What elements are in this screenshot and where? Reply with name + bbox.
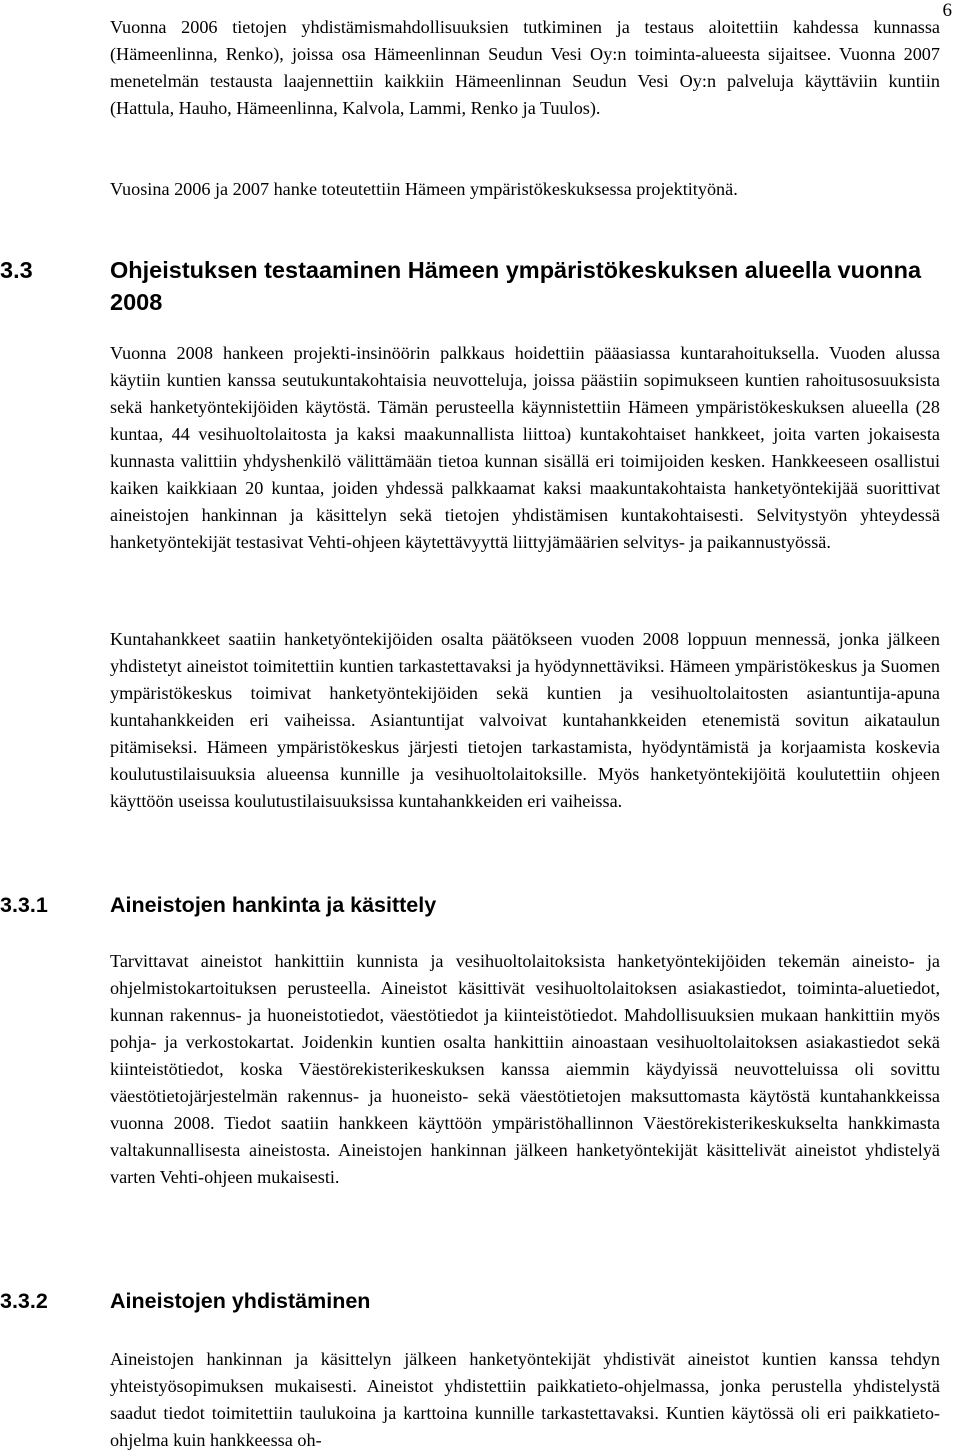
section-3-3-1-paragraph-1: Tarvittavat aineistot hankittiin kunnista ja vesihuoltolaitoksista hanketyöntekijöiden tekemän aineisto- ja ohjelmistokartoituksen perusteella. Aineistot käsittivät vesihuoltolaitoksen asiakastiedot, toiminta-aluetiedot, kunnan rakennus- ja huoneistotiedot, väestötiedot ja kiinteistötiedot. Mahdollisuuksien mukaan hankittiin myös pohja- ja verkostokartat. Joidenkin kuntien osalta hankittiin ainoastaan vesihuoltolaitoksen asiakastiedot sekä kiinteistötiedot, koska Väestörekisterikeskuksen kanssa aiemmin käydyissä neuvotteluissa oli sovittu väestötietojärjestelmän rakennus- ja huoneisto- sekä väestötietojen maksuttomasta käytöstä kuntahankkeissa vuonna 2008. Tiedot saatiin hankkeen käyttöön ympäristöhallinnon Väestörekisterikeskukselta hankkimasta valtakunnallisesta aineistosta. Aineistojen hankinnan jälkeen hanketyöntekijät käsittelivät aineistot yhdistelyä varten Vehti-ohjeen mukaisesti. (110, 951, 940, 1187)
section-3-3-paragraph-1: Vuonna 2008 hankeen projekti-insinöörin palkkaus hoidettiin pääasiassa kuntarahoituksella. Vuoden alussa käytiin kuntien kanssa seutukuntakohtaisia neuvotteluja, joissa päästiin sopimukseen kuntien rahoitusosuuksista sekä hanketyöntekijöiden käytöstä. Tämän perusteella käynnistettiin Hämeen ympäristökeskuksen alueella (28 kuntaa, 44 vesihuoltolaitosta ja kaksi maakunnallista liittoa) kuntakohtaiset hankkeet, joita varten jokaisesta kunnasta valittiin yhdyshenkilö välittämään tietoa kunnan sisällä eri toimijoiden kesken. Hankkeeseen osallistui kaiken kaikkiaan 20 kuntaa, joiden yhdessä palkkaamat kaksi maakuntakohtaista hanketyöntekijää suorittivat aineistojen hankinnan ja käsittelyn sekä tietojen yhdistämisen kuntakohtaisesti. Selvitystyön yhteydessä hanketyöntekijät testasivat Vehti-ohjeen käytettävyyttä liittyjämäärien selvitys- ja paikannustyössä. (110, 343, 940, 552)
section-heading-3-3 (0, 254, 950, 318)
intro-paragraph-2: Vuosina 2006 ja 2007 hanke toteutettiin Hämeen ympäristökeskuksessa projektityönä. (110, 179, 738, 199)
section-heading-3-3-2 (0, 1286, 940, 1316)
section-number: 3.3.2 (0, 1289, 48, 1313)
section-3-3-paragraph-2: Kuntahankkeet saatiin hanketyöntekijöiden osalta päätökseen vuoden 2008 loppuun mennessä, jonka jälkeen yhdistetyt aineistot toimitettiin kuntien tarkastettavaksi ja hyödynnettäviksi. Hämeen ympäristökeskus ja Suomen ympäristökeskus toimivat hanketyöntekijöiden sekä kuntien ja vesihuoltolaitosten asiantuntija-apuna kuntahankkeiden eri vaiheissa. Asiantuntijat valvoivat kuntahankkeiden etenemistä sovitun aikataulun pitämiseksi. Hämeen ympäristökeskus järjesti tietojen tarkastamista, hyödyntämistä ja korjaamista koskevia koulutustilaisuuksia alueensa kunnille ja vesihuoltolaitoksille. Myös hanketyöntekijöitä koulutettiin ohjeen käyttöön useissa koulutustilaisuuksissa kuntahankkeiden eri vaiheissa. (110, 629, 940, 811)
section-number: 3.3 (0, 257, 33, 283)
section-3-3-2-paragraph-1: Aineistojen hankinnan ja käsittelyn jälkeen hanketyöntekijät yhdistivät aineistot kuntien kanssa tehdyn yhteistyösopimuksen mukaisesti. Aineistot yhdistettiin paikkatieto-ohjelmassa, jonka perustella yhdistelystä saadut tiedot toimitettiin taulukoina ja karttoina kunnille tarkastettavaksi. Kuntien käytössä oli eri paikkatieto-ohjelma kuin hankkeessa oh- (110, 1349, 940, 1450)
section-heading-3-3-1 (0, 890, 940, 920)
section-number: 3.3.1 (0, 893, 48, 917)
section-title: Aineistojen yhdistäminen (110, 1289, 371, 1313)
section-title: Aineistojen hankinta ja käsittely (110, 893, 437, 917)
intro-paragraph-1: Vuonna 2006 tietojen yhdistämismahdollisuuksien tutkiminen ja testaus aloitettiin kahdessa kunnassa (Hämeenlinna, Renko), joissa osa Hämeenlinnan Seudun Vesi Oy:n toiminta-alueesta sijaitsee. Vuonna 2007 menetelmän testausta laajennettiin kaikkiin Hämeenlinnan Seudun Vesi Oy:n palveluja käyttäviin kuntiin (Hattula, Hauho, Hämeenlinna, Kalvola, Lammi, Renko ja Tuulos). (110, 17, 940, 118)
page-number: 6 (942, 0, 952, 21)
section-title: Ohjeistuksen testaaminen Hämeen ympäristökeskuksen alueella vuonna 2008 (110, 257, 922, 315)
